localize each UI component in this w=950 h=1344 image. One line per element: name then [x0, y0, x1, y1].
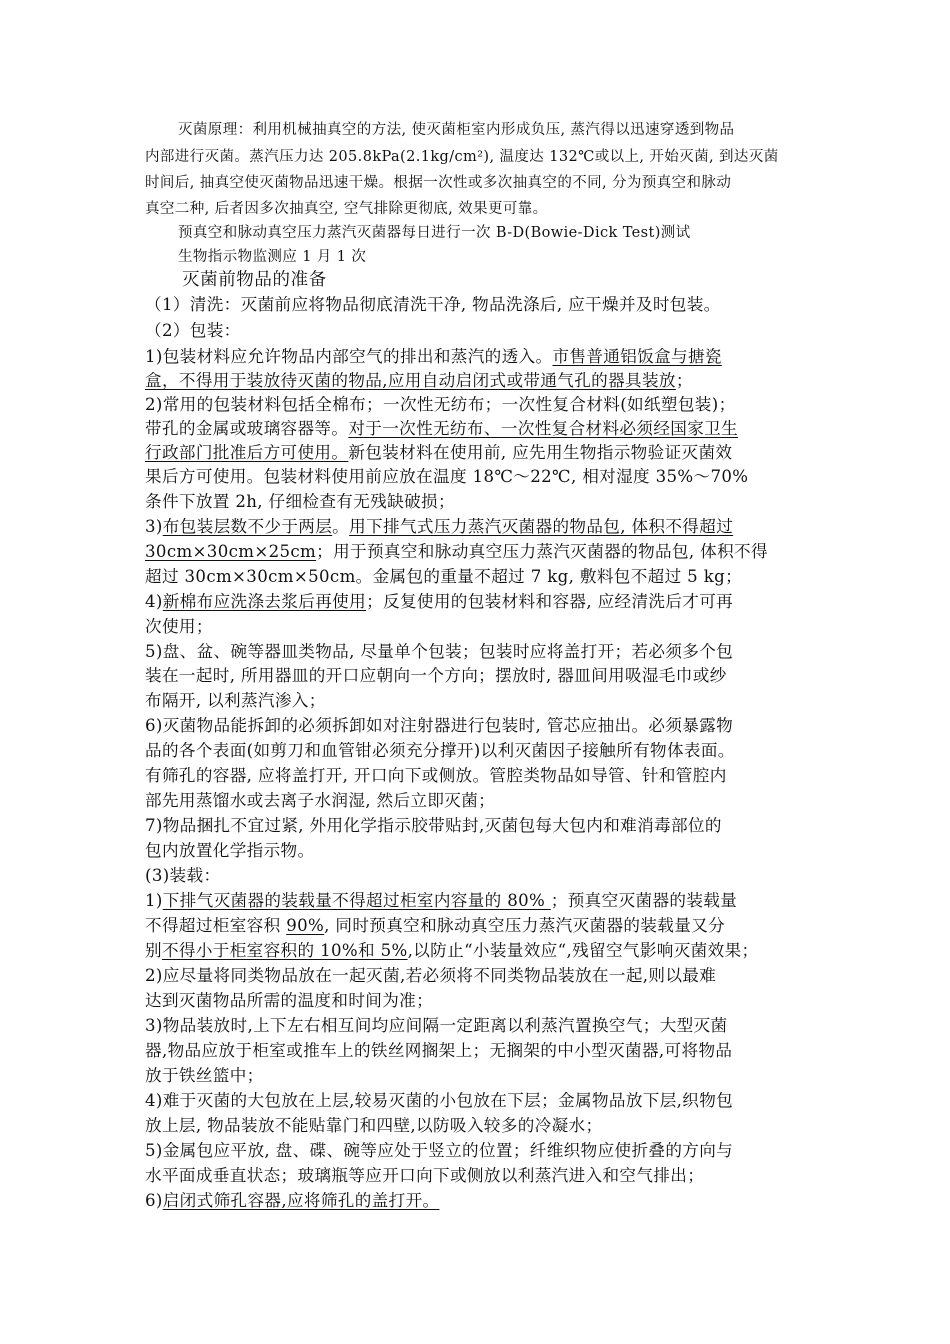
loading-item-3-line-1: 3)物品装放时,上下左右相互间均应间隔一定距离以利蒸汽置换空气；大型灭菌 — [145, 1016, 728, 1035]
loading-item-1-line-2: 不得超过柜室容积 90%, 同时预真空和脉动真空压力蒸汽灭菌器的装载量又分 — [145, 916, 726, 935]
packaging-item-3-line-1: 3)布包装层数不少于两层。用下排气式压力蒸汽灭菌器的物品包, 体积不得超过 — [145, 517, 734, 536]
packaging-item-3-line-3: 超过 30cm×30cm×50cm。金属包的重量不超过 7 kg, 敷料包不超过 5 kg； — [145, 567, 743, 586]
packaging-item-4-line-1: 4)新棉布应洗涤去浆后再使用；反复使用的包装材料和容器, 应经清洗后才可再 — [145, 592, 734, 611]
packaging-item-1-line-1: 1)包装材料应允许物品内部空气的排出和蒸汽的透入。市售普通铝饭盒与搪瓷 — [145, 347, 722, 366]
loading-item-2-line-2: 达到灭菌物品所需的温度和时间为准； — [145, 991, 434, 1010]
bd-test-line: 预真空和脉动真空压力蒸汽灭菌器每日进行一次 B-D(Bowie-Dick Test)测试 — [178, 225, 691, 241]
packaging-title: （2）包装： — [145, 321, 241, 340]
packaging-item-7-line-2: 包内放置化学指示物。 — [145, 841, 315, 860]
principle-line-3: 时间后, 抽真空使灭菌物品迅速干燥。根据一次性或多次抽真空的不同, 分为预真空和脉动 — [145, 175, 732, 191]
loading-title: (3)装载： — [145, 866, 221, 885]
packaging-item-6-line-4: 部先用蒸馏水或去离子水润湿, 然后立即灭菌； — [145, 791, 496, 810]
packaging-item-2-line-3: 行政部门批准后方可使用。新包装材料在使用前, 应先用生物指示物验证灭菌效 — [145, 443, 733, 462]
packaging-item-3-line-2: 30cm×30cm×25cm；用于预真空和脉动真空压力蒸汽灭菌器的物品包, 体积不得 — [145, 542, 768, 561]
packaging-item-1-line-2: 盒，不得用于装放待灭菌的物品,应用自动启闭式或带通气孔的器具装放； — [145, 371, 693, 390]
packaging-item-5-line-1: 5)盘、盆、碗等器皿类物品, 尽量单个包装；包装时应将盖打开；若必须多个包 — [145, 642, 734, 661]
packaging-item-6-line-3: 有筛孔的容器, 应将盖打开, 开口向下或侧放。管腔类物品如导管、针和管腔内 — [145, 766, 727, 785]
packaging-item-6-line-2: 品的各个表面(如剪刀和血管钳必须充分撑开)以利灭菌因子接触所有物体表面。 — [145, 741, 735, 760]
section-heading: 灭菌前物品的准备 — [182, 270, 327, 290]
loading-item-3-line-3: 放于铁丝篮中； — [145, 1066, 264, 1085]
principle-line-4: 真空二种, 后者因多次抽真空, 空气排除更彻底, 效果更可靠。 — [145, 201, 548, 217]
packaging-item-2-line-1: 2)常用的包装材料包括全棉布；一次性无纺布；一次性复合材料(如纸塑包装)； — [145, 395, 736, 414]
principle-line-2: 内部进行灭菌。蒸汽压力达 205.8kPa(2.1kg/cm²), 温度达 132℃或以上, 开始灭菌, 到达灭菌 — [145, 149, 779, 165]
packaging-item-5-line-3: 布隔开, 以利蒸汽渗入； — [145, 691, 326, 710]
packaging-item-7-line-1: 7)物品捆扎不宜过紧, 外用化学指示胶带贴封,灭菌包每大包内和难消毒部位的 — [145, 816, 722, 835]
loading-item-6-line-1: 6)启闭式筛孔容器,应将筛孔的盖打开。 — [145, 1191, 440, 1210]
principle-line-1: 灭菌原理：利用机械抽真空的方法, 使灭菌柜室内形成负压, 蒸汽得以迅速穿透到物品 — [178, 122, 735, 138]
cleaning-line: （1）清洗：灭菌前应将物品彻底清洗干净, 物品洗涤后, 应干燥并及时包装。 — [145, 295, 721, 314]
loading-item-3-line-2: 器,物品应放于柜室或推车上的铁丝网搁架上；无搁架的中小型灭菌器,可将物品 — [145, 1041, 733, 1060]
bio-indicator-line: 生物指示物监测应 1 月 1 次 — [178, 249, 367, 265]
packaging-item-5-line-2: 装在一起时, 所用器皿的开口应朝向一个方向；摆放时, 器皿间用吸湿毛巾或纱 — [145, 666, 727, 685]
packaging-item-2-line-2: 带孔的金属或玻璃容器等。对于一次性无纺布、一次性复合材料必须经国家卫生 — [145, 419, 739, 438]
packaging-item-4-line-2: 次使用； — [145, 617, 213, 636]
packaging-item-2-line-4: 果后方可使用。包装材料使用前应放在温度 18℃～22℃, 相对湿度 35%～70% — [145, 467, 749, 486]
loading-item-4-line-2: 放上层, 物品装放不能贴靠门和四壁,以防吸入较多的冷凝水； — [145, 1116, 603, 1135]
loading-item-1-line-3: 别不得小于柜室容积的 10%和 5%,以防止“小装量效应“,残留空气影响灭菌效果； — [145, 941, 759, 960]
packaging-item-6-line-1: 6)灭菌物品能拆卸的必须拆卸如对注射器进行包装时, 管芯应抽出。必须暴露物 — [145, 716, 734, 735]
loading-item-2-line-1: 2)应尽量将同类物品放在一起灭菌,若必须将不同类物品装放在一起,则以最难 — [145, 966, 717, 985]
packaging-item-2-line-5: 条件下放置 2h, 仔细检查有无残缺破损； — [145, 492, 455, 511]
loading-item-1-line-1: 1)下排气灭菌器的装载量不得超过柜室内容量的 80% ；预真空灭菌器的装载量 — [145, 891, 738, 910]
loading-item-4-line-1: 4)难于灭菌的大包放在上层,较易灭菌的小包放在下层；金属物品放下层,织物包 — [145, 1091, 734, 1110]
loading-item-5-line-2: 水平面成垂直状态；玻璃瓶等应开口向下或侧放以利蒸汽进入和空气排出； — [145, 1166, 705, 1185]
loading-item-5-line-1: 5)金属包应平放, 盘、碟、碗等应处于竖立的位置；纤维织物应使折叠的方向与 — [145, 1141, 734, 1160]
